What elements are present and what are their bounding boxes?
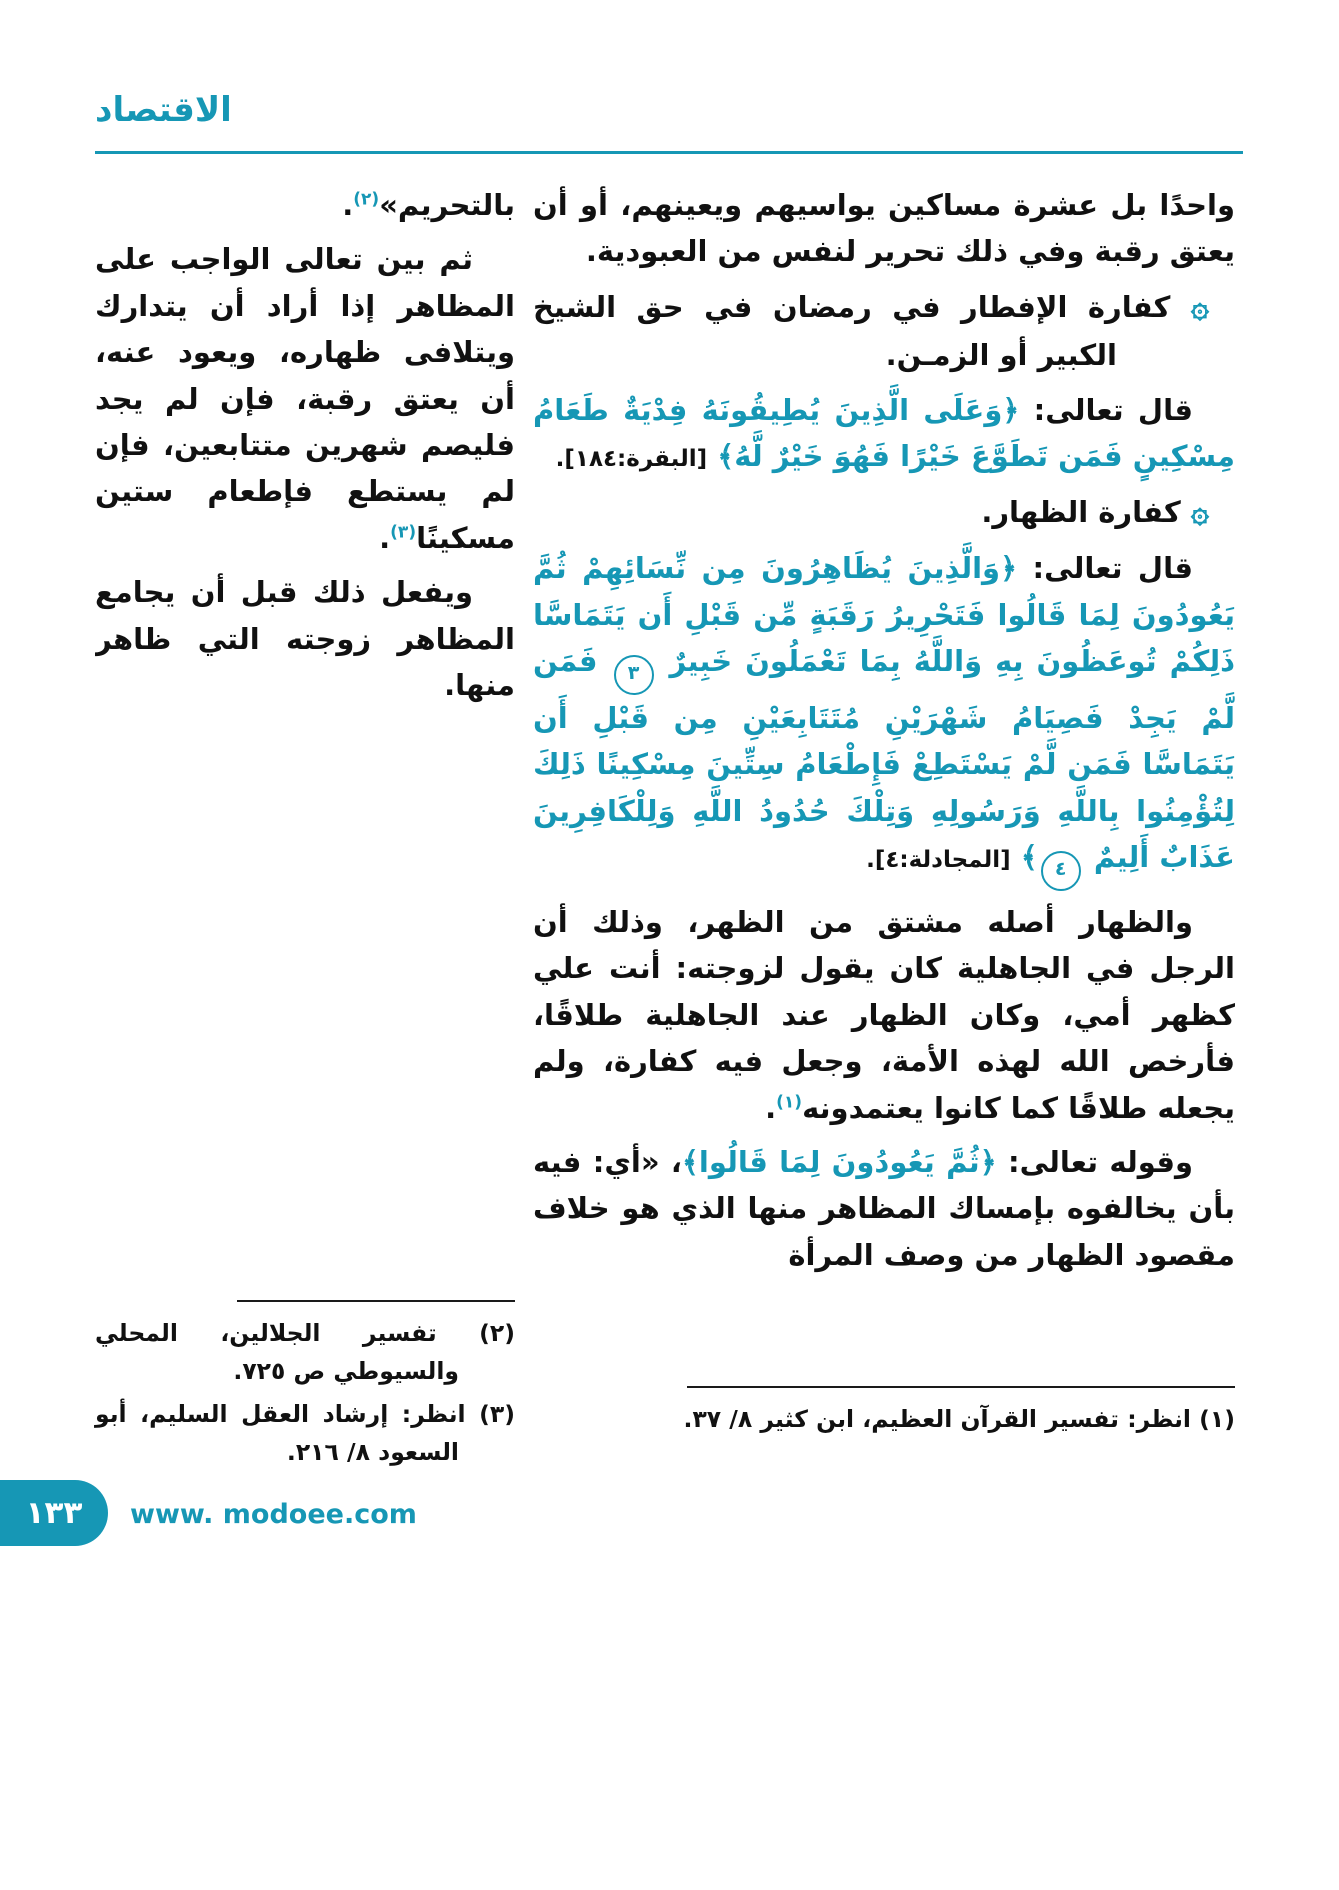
- footnotes-right-column: [533, 1386, 1235, 1443]
- quran-verse-baqarah-184: ﴿وَعَلَى الَّذِينَ يُطِيقُونَهُ فِدْيَةٌ طَعَامُ مِسْكِينٍ فَمَن تَطَوَّعَ خَيْرًا فَهُوَ خَيْرٌ لَّهُ﴾: [533, 392, 1235, 474]
- heading-text: كفارة الظهار.: [981, 494, 1181, 529]
- footnote-marker-2: (٢): [353, 189, 380, 210]
- footnote-2: (٢) تفسير الجلالين، المحلي والسيوطي ص ٧٢٥.: [95, 1319, 515, 1386]
- paragraph-continuation: واحدًا بل عشرة مساكين يواسيهم ويعينهم، أو أن يعتق رقبة وفي ذلك تحرير لنفس من العبودية.: [533, 188, 1235, 269]
- ayah-number-3-badge: ٣: [614, 655, 654, 695]
- rub-el-hizb-ornament-icon: ۞: [1190, 288, 1209, 325]
- footnote-marker-3: (٣): [390, 522, 417, 543]
- footnote-3: (٣) انظر: إرشاد العقل السليم، أبو السعود ٨/ ٢١٦.: [95, 1400, 515, 1467]
- verse-paragraph-baqarah: [533, 387, 1235, 480]
- paragraph-wajib-muzahir: [95, 236, 515, 561]
- header-rule: [95, 151, 1243, 154]
- sentence-period: .: [379, 520, 391, 555]
- paragraph-zihar-origin: [533, 899, 1235, 1131]
- footnote-separator-rule: [237, 1300, 515, 1302]
- section-heading-iftar-kaffara: [533, 283, 1235, 379]
- section-heading-zihar-kaffara: [533, 488, 1235, 538]
- paragraph-qawluhu-taala: [533, 1139, 1235, 1278]
- quran-close-bracket: ﴾: [1020, 840, 1038, 875]
- paragraph-continuation: [95, 182, 515, 228]
- verse-paragraph-mujadila: [533, 545, 1235, 891]
- main-column-left: [95, 182, 515, 1290]
- heading-text: كفارة الإفطار في رمضان في حق الشيخ الكبير أو الزمـن.: [533, 289, 1171, 373]
- paragraph-text: ، «أي: فيه بأن يخالفوه بإمساك المظاهر منها الذي هو خلاف مقصود الظهار من وصف المرأة: [533, 1145, 1235, 1272]
- paragraph-before-relations: ويفعل ذلك قبل أن يجامع المظاهر زوجته التي ظاهر منها.: [95, 575, 515, 702]
- qawluhu-lead: وقوله تعالى:: [1008, 1145, 1193, 1180]
- verse-reference-mujadila: [المجادلة:٤].: [866, 847, 1011, 874]
- page-number-badge: ١٣٣: [0, 1480, 108, 1546]
- quran-open-bracket: ﴿: [1000, 551, 1018, 586]
- ayah-number-4-badge: ٤: [1041, 851, 1081, 891]
- footnote-marker-1: (١): [776, 1092, 803, 1112]
- footnote-1: (١) انظر: تفسير القرآن العظيم، ابن كثير ٨/ ٣٧.: [683, 1405, 1235, 1433]
- website-url: www. modoee.com: [130, 1499, 417, 1530]
- paragraph-text: والظهار أصله مشتق من الظهر، وذلك أن الرجل في الجاهلية كان يقول لزوجته: أنت علي كظهر أمي، وكان الظهار عند الجاهلية طلاقًا، فأرخص الله لهذه الأمة، وجعل فيه كفارة، ولم يجعله طلاقًا كما كانوا يعتمدونه: [533, 905, 1235, 1125]
- running-head-title: الاقتصاد: [95, 90, 232, 130]
- qala-taala-lead: قال تعالى:: [1032, 551, 1193, 586]
- sentence-period: .: [765, 1090, 777, 1125]
- quran-verse-mujadila-3: وَالَّذِينَ يُظَاهِرُونَ مِن نِّسَائِهِمْ ثُمَّ يَعُودُونَ لِمَا قَالُوا فَتَحْرِيرُ رَقَبَةٍ مِّن قَبْلِ أَن يَتَمَاسَّا ذَلِكُمْ تُوعَظُونَ بِهِ وَاللَّهُ بِمَا تَعْمَلُونَ خَبِيرٌ: [533, 551, 1235, 678]
- quran-verse-inline: ﴿ثُمَّ يَعُودُونَ لِمَا قَالُوا﴾: [681, 1145, 997, 1180]
- sentence-period: .: [342, 188, 354, 222]
- main-column-right: [533, 182, 1235, 1378]
- qala-taala-lead: قال تعالى:: [1033, 392, 1193, 427]
- footnotes-left-column: [95, 1300, 515, 1476]
- paragraph-text: بالتحريم»: [379, 188, 515, 222]
- rub-el-hizb-ornament-icon: ۞: [1190, 493, 1209, 530]
- verse-reference-baqarah: [البقرة:١٨٤].: [555, 446, 708, 473]
- paragraph-text: ثم بين تعالى الواجب على المظاهر إذا أراد أن يتدارك ويتلافى ظهاره، ويعود عنه، أن يعتق رقبة، فإن لم يجد فليصم شهرين متتابعين، فإن لم يستطع فإطعام ستين مسكينًا: [95, 242, 515, 555]
- quran-verse-mujadila-4: فَمَن لَّمْ يَجِدْ فَصِيَامُ شَهْرَيْنِ مُتَتَابِعَيْنِ مِن قَبْلِ أَن يَتَمَاسَّا فَمَن لَّمْ يَسْتَطِعْ فَإِطْعَامُ سِتِّينَ مِسْكِينًا ذَلِكَ لِتُؤْمِنُوا بِاللَّهِ وَرَسُولِهِ وَتِلْكَ حُدُودُ اللَّهِ وَلِلْكَافِرِينَ عَذَابٌ أَلِيمٌ: [533, 643, 1235, 875]
- footnote-separator-rule: [687, 1386, 1235, 1388]
